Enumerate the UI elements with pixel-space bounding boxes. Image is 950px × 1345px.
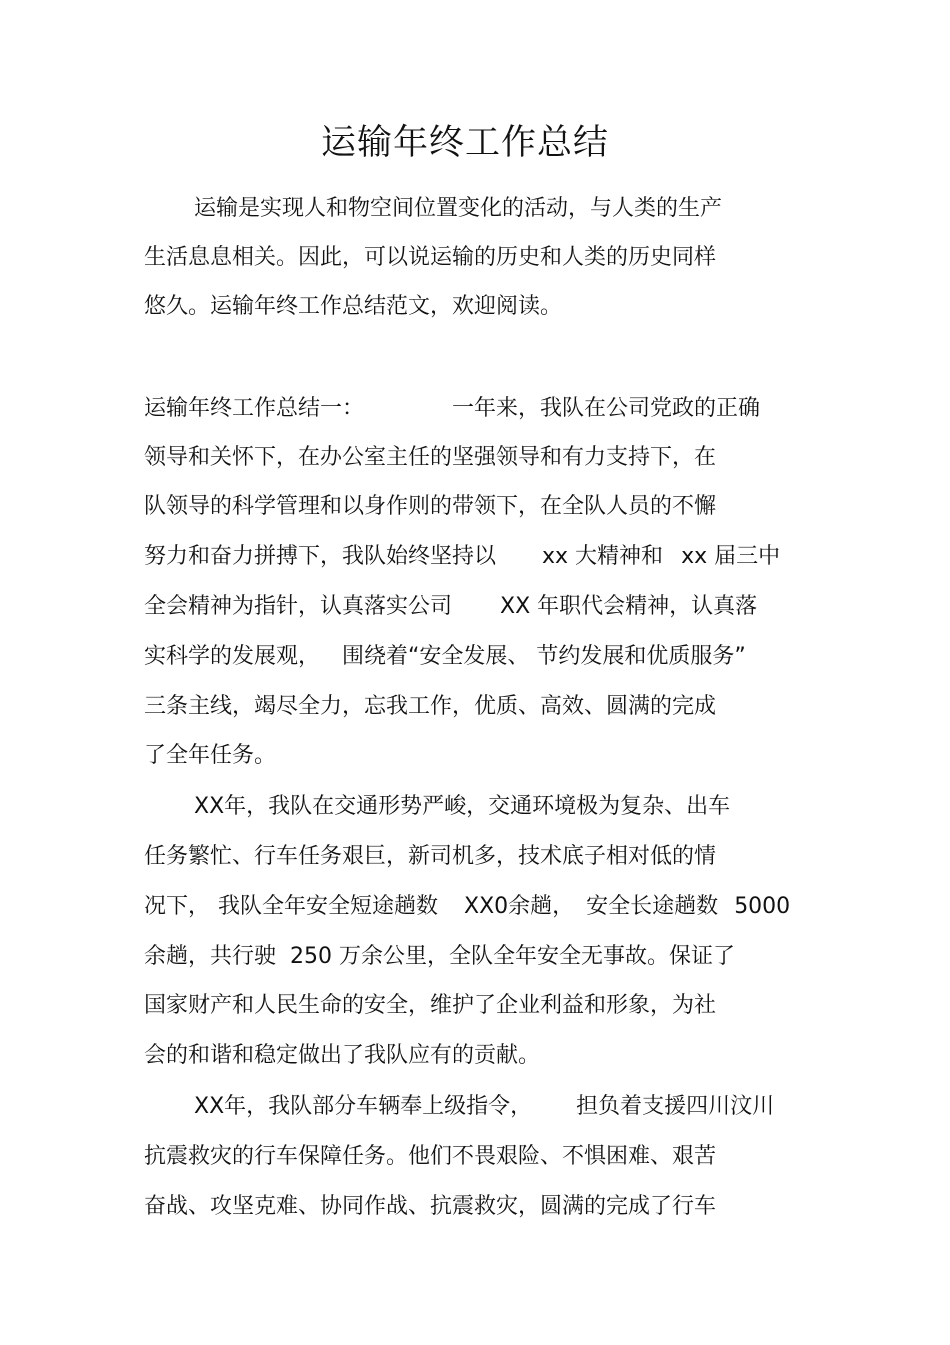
paragraph3-text: 担负着支援四川汶川 [576,1094,775,1119]
paragraph2-text: 况下， [144,894,211,919]
paragraph2-text: 5000 [734,894,791,919]
section1-text: xx 届三中 [681,544,781,569]
paragraph2-text: 250 万余公里，全队全年安全无事故。保证了 [290,944,736,969]
section1-line-6 [144,642,746,672]
paragraph2-line-4 [144,942,735,972]
section1-line-2: 领导和关怀下，在办公室主任的坚强领导和有力支持下，在 [144,445,717,470]
section1-text: XX 年职代会精神，认真落 [500,594,758,619]
paragraph3-line-3: 奋战、攻坚克难、协同作战、抗震救灾，圆满的完成了行车 [144,1194,717,1219]
section1-text: 实科学的发展观， [144,644,321,669]
paragraph3-text: XX年，我队部分车辆奉上级指令， [194,1094,533,1119]
section1-text: 努力和奋力拼搏下，我队始终坚持以 [144,544,497,569]
section1-line-3: 队领导的科学管理和以身作则的带领下，在全队人员的不懈 [144,494,717,519]
paragraph2-line-5: 国家财产和人民生命的安全，维护了企业利益和形象，为社 [144,993,717,1018]
intro-line-1: 运输是实现人和物空间位置变化的活动，与人类的生产 [194,196,723,221]
section1-heading: 运输年终工作总结一： [144,396,365,421]
section1-text: xx 大精神和 [542,544,664,569]
section1-line-1 [144,394,760,424]
paragraph2-text: 安全长途趟数 [586,894,719,919]
paragraph2-text: 我队全年安全短途趟数 [218,894,439,919]
paragraph2-line-2: 任务繁忙、行车任务艰巨，新司机多，技术底子相对低的情 [144,844,717,869]
section1-line-4 [144,542,780,572]
paragraph3-line-2: 抗震救灾的行车保障任务。他们不畏艰险、不惧困难、艰苦 [144,1144,717,1169]
paragraph3-line-1 [194,1092,774,1122]
document-title: 运输年终工作总结 [320,123,609,163]
section1-line-7: 三条主线，竭尽全力，忘我工作，优质、高效、圆满的完成 [144,694,717,719]
section1-line-5 [144,592,757,622]
paragraph2-text: XX0余趟， [464,894,575,919]
intro-line-2: 生活息息相关。因此，可以说运输的历史和人类的历史同样 [144,245,717,270]
paragraph2-line-1: XX年，我队在交通形势严峻，交通环境极为复杂、出车 [194,794,731,819]
section1-text: 全会精神为指针，认真落实公司 [144,594,453,619]
paragraph2-line-3 [144,892,790,922]
paragraph2-text: 余趟，共行驶 [144,944,277,969]
section1-text: 围绕着“安全发展、 节约发展和优质服务” [342,644,746,669]
section1-text: 一年来，我队在公司党政的正确 [452,396,761,421]
section1-line-8: 了全年任务。 [144,743,277,768]
paragraph2-line-6: 会的和谐和稳定做出了我队应有的贡献。 [144,1043,541,1068]
intro-line-3: 悠久。运输年终工作总结范文，欢迎阅读。 [144,294,563,319]
